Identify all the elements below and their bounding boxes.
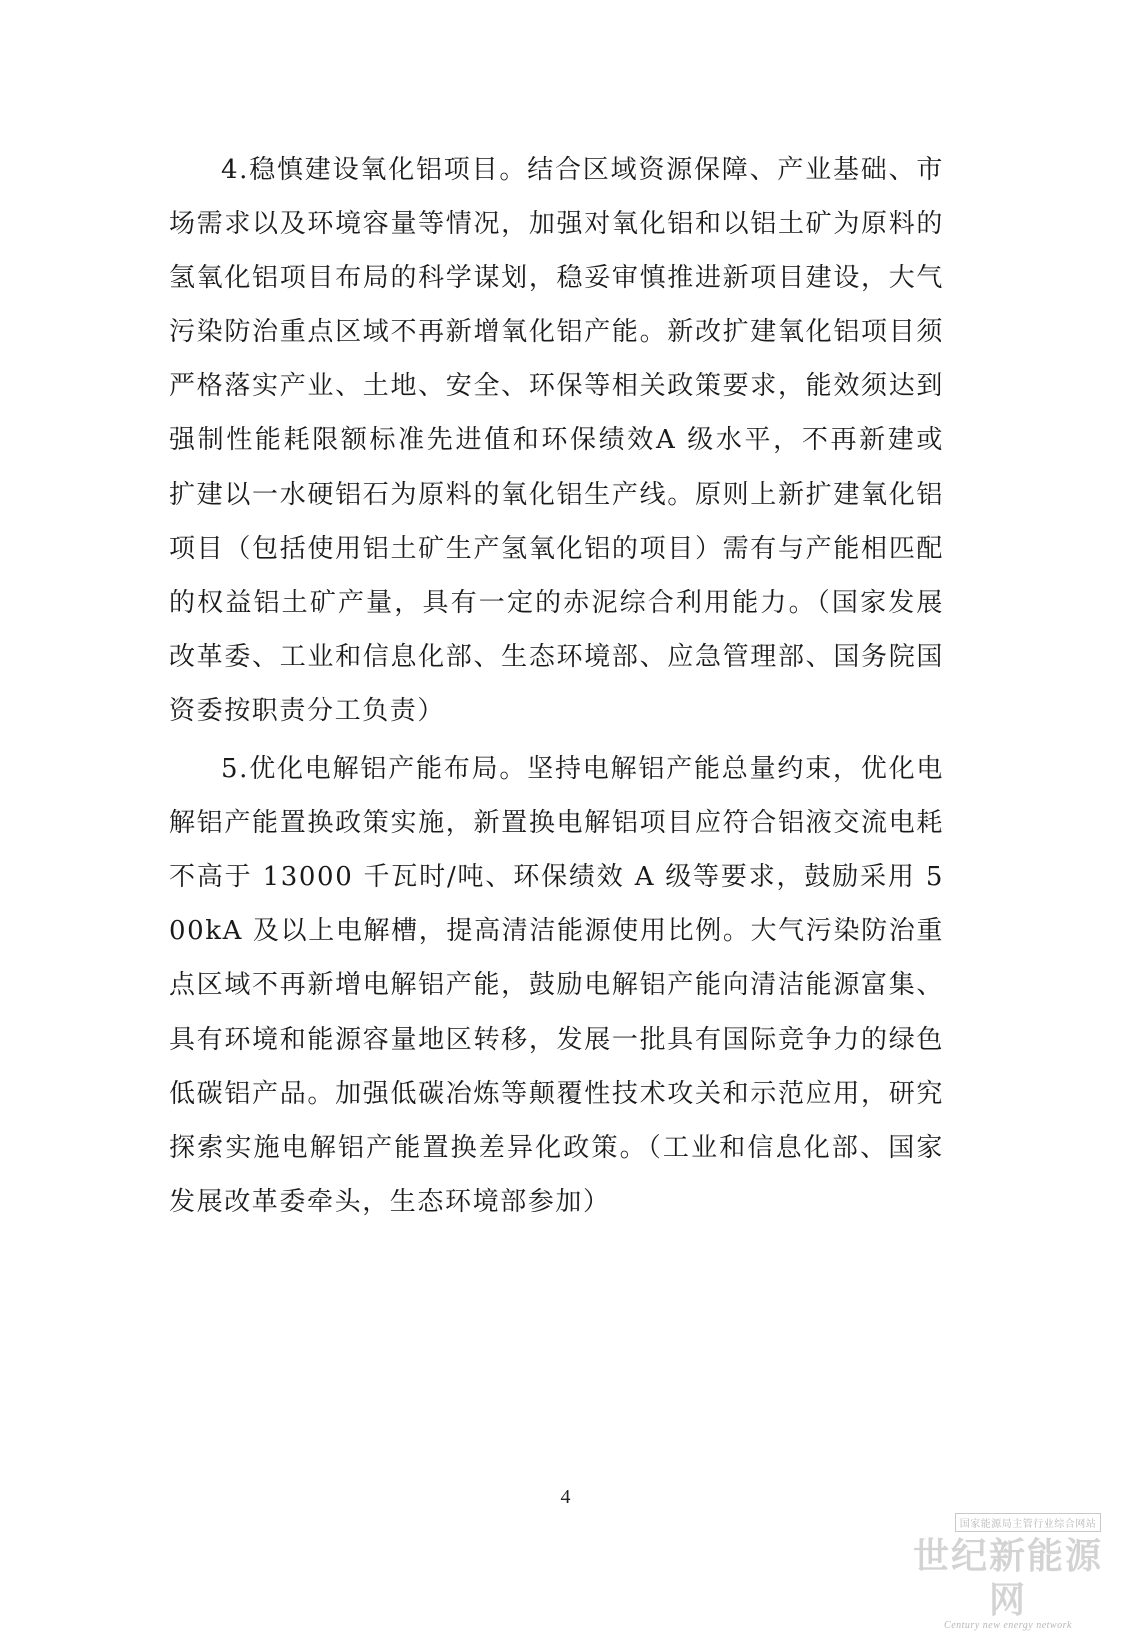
page-number: 4 (560, 1486, 571, 1508)
watermark-tagline: 国家能源局主管行业综合网站 (955, 1513, 1102, 1532)
watermark-logo (903, 1512, 1113, 1631)
watermark-name: 世纪新能源网 (912, 1535, 1103, 1621)
paragraph-electrolytic-aluminum: 5.优化电解铝产能布局。坚持电解铝产能总量约束，优化电解铝产能置换政策实施，新置换电解铝项目应符合铝液交流电耗不高于 13000 千瓦时/吨、环保绩效 A 级等要求，鼓励采用 500kA 及以上电解槽，提高清洁能源使用比例。大气污染防治重点区域不再新增电解铝产能，鼓励电解铝产能向清洁能源富集、具有环境和能源容量地区转移，发展一批具有国际竞争力的绿色低碳铝产品。加强低碳冶炼等颠覆性技术攻关和示范应用，研究探索实施电解铝产能置换差异化政策。（工业和信息化部、国家发展改革委牵头，生态环境部参加） (169, 754, 944, 1217)
paragraph-alumina-projects: 4.稳慎建设氧化铝项目。结合区域资源保障、产业基础、市场需求以及环境容量等情况，加强对氧化铝和以铝土矿为原料的氢氧化铝项目布局的科学谋划，稳妥审慎推进新项目建设，大气污染防治重点区域不再新增氧化铝产能。新改扩建氧化铝项目须严格落实产业、土地、安全、环保等相关政策要求，能效须达到强制性能耗限额标准先进值和环保绩效A 级水平，不再新建或扩建以一水硬铝石为原料的氧化铝生产线。原则上新扩建氧化铝项目（包括使用铝土矿生产氢氧化铝的项目）需有与产能相匹配的权益铝土矿产量，具有一定的赤泥综合利用能力。（国家发展改革委、工业和信息化部、生态环境部、应急管理部、国务院国资委按职责分工负责） (169, 155, 944, 726)
watermark-english: Century new energy network (944, 1620, 1072, 1631)
document-body (169, 143, 944, 1233)
